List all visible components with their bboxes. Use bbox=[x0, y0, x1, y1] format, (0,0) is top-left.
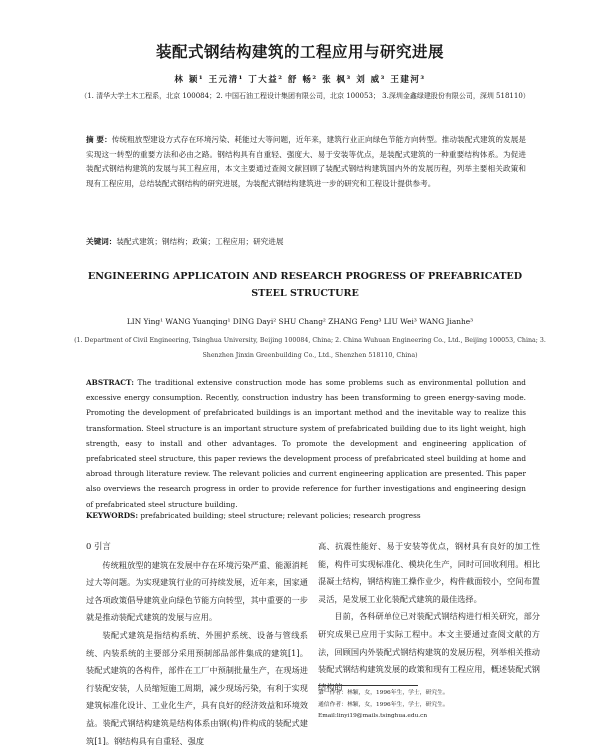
english-abstract bbox=[86, 375, 526, 512]
body-paragraph: 装配式建筑是指结构系统、外围护系统、设备与管线系统、内装系统的主要部分采用预制部品部件集成的建筑[1]。装配式建筑的各构件，部件在工厂中预制批量生产，在现场进行装配安装，人员缩短施工周期，减少现场污染，有利于实现建筑标准化设计、工业化生产，具有良好的经济效益和环境效益。装配式钢结构建筑是结构体系由钢(构)件构成的装配式建筑[1]。钢结构具有自重轻、强度 bbox=[86, 629, 308, 746]
chinese-abstract bbox=[86, 133, 526, 191]
english-keywords bbox=[86, 511, 526, 520]
english-keywords-text: prefabricated building; steel structure; relevant policies; research progress bbox=[140, 511, 421, 520]
body-column-left bbox=[86, 538, 308, 750]
chinese-authors: 林 颖¹ 王元清¹ 丁大益² 舒 畅² 张 枫³ 刘 威³ 王建河³ bbox=[174, 75, 426, 85]
chinese-affiliations: （1. 清华大学土木工程系，北京 100084；2. 中国石油工程设计集团有限公司，北京 100053； 3.深圳金鑫绿建股份有限公司，深圳 518110） bbox=[80, 92, 530, 100]
footnote-email: Email:linyi19@mails.tsinghua.edu.cn bbox=[318, 713, 428, 719]
english-title: ENGINEERING APPLICATOIN AND RESEARCH PROGRESS OF PREFABRICATED STEEL STRUCTURE bbox=[87, 271, 523, 299]
english-abstract-label: ABSTRACT: bbox=[86, 378, 134, 387]
footnote-first-author: 第一作者：林颖，女，1996年生，学士，研究生。 bbox=[318, 690, 449, 696]
body-paragraph: 传统粗放型的建筑在发展中存在环境污染严重、能源消耗过大等问题。为实现建筑行业的可持续发展，近年来，国家通过各项政策倡导建筑业向绿色节能方向转型，其中重要的一步就是推动装配式建筑的发展与应用。 bbox=[86, 559, 308, 623]
body-column-right bbox=[318, 538, 540, 696]
body-paragraph: 高、抗震性能好、易于安装等优点，钢材具有良好的加工性能，构件可实现标准化、模块化生产，同时可回收利用。相比混凝土结构，钢结构施工操作业少，构件截面较小，空间布置灵活，是发展工业化装配式建筑的最佳选择。 bbox=[318, 541, 540, 604]
footnote-divider bbox=[318, 685, 418, 686]
chinese-keywords-text: 装配式建筑；钢结构；政策；工程应用；研究进展 bbox=[116, 237, 284, 246]
chinese-keywords-label: 关键词： bbox=[86, 237, 117, 246]
english-abstract-text: The traditional extensive construction mode has some problems such as environmental pollution and excessive energy consumption. Recently, construction industry has been transforming to green energy-saving mode. Promoting the development of prefabricated buildings is an important method and the inevitable way to realize this transformation. Steel structure is an important structure system of prefabricated building due to its light weight, high strength, easy to install and other advantages. To promote the development and engineering application of prefabricated steel structure, this paper reviews the development process of prefabricated steel building at home and abroad through literature review. The relevant policies and current engineering application are presented. This paper also overviews the research progress in order to provide reference for further investigations and engineering design of prefabricated steel structure building. bbox=[86, 378, 526, 509]
chinese-title: 装配式钢结构建筑的工程应用与研究进展 bbox=[155, 42, 444, 61]
chinese-abstract-label: 摘 要： bbox=[86, 135, 112, 144]
english-affiliations: (1. Department of Civil Engineering, Tsinghua University, Beijing 100084, China; 2. China Wuhuan Engineering Co., Ltd., Beijing 100053, China; 3. Shenzhen Jinxin Greenbuilding Co., Ltd., Shenzhen 518110, China) bbox=[74, 337, 546, 359]
english-authors: LIN Ying¹ WANG Yuanqing¹ DING Dayi² SHU Chang² ZHANG Feng³ LIU Wei³ WANG Jianhe³ bbox=[126, 317, 474, 326]
english-keywords-label: KEYWORDS: bbox=[86, 511, 139, 520]
chinese-keywords bbox=[86, 236, 526, 247]
chinese-abstract-text: 传统粗放型建设方式存在环境污染、耗能过大等问题，近年来，建筑行业正向绿色节能方向转型。推动装配式建筑的发展是实现这一转型的重要方法和必由之路。钢结构具有自重轻、强度大、易于安装等优点，是装配式建筑的一种重要结构体系。为促进装配式钢结构建筑的发展与其工程应用，本文主要通过查阅文献回顾了装配式钢结构建筑国内外的发展历程，列举主要相关政策和现有工程应用，总结装配式钢结构的研究进展，为装配式钢结构建筑进一步的研究和工程设计提供参考。 bbox=[86, 135, 526, 188]
footnote-corresponding-author: 通信作者：林颖，女，1996年生，学士，研究生。 bbox=[318, 701, 449, 708]
footnote bbox=[318, 688, 540, 723]
section-heading-introduction: 0 引言 bbox=[86, 541, 111, 551]
body-paragraph: 目前，各科研单位已对装配式钢结构进行相关研究，部分研究成果已应用于实际工程中。本文主要通过查阅文献的方法，回顾国内外装配式钢结构建筑的发展历程，列举相关推动装配式钢结构建筑发展的政策和现有工程应用，概述装配式钢结构的 bbox=[318, 611, 540, 692]
